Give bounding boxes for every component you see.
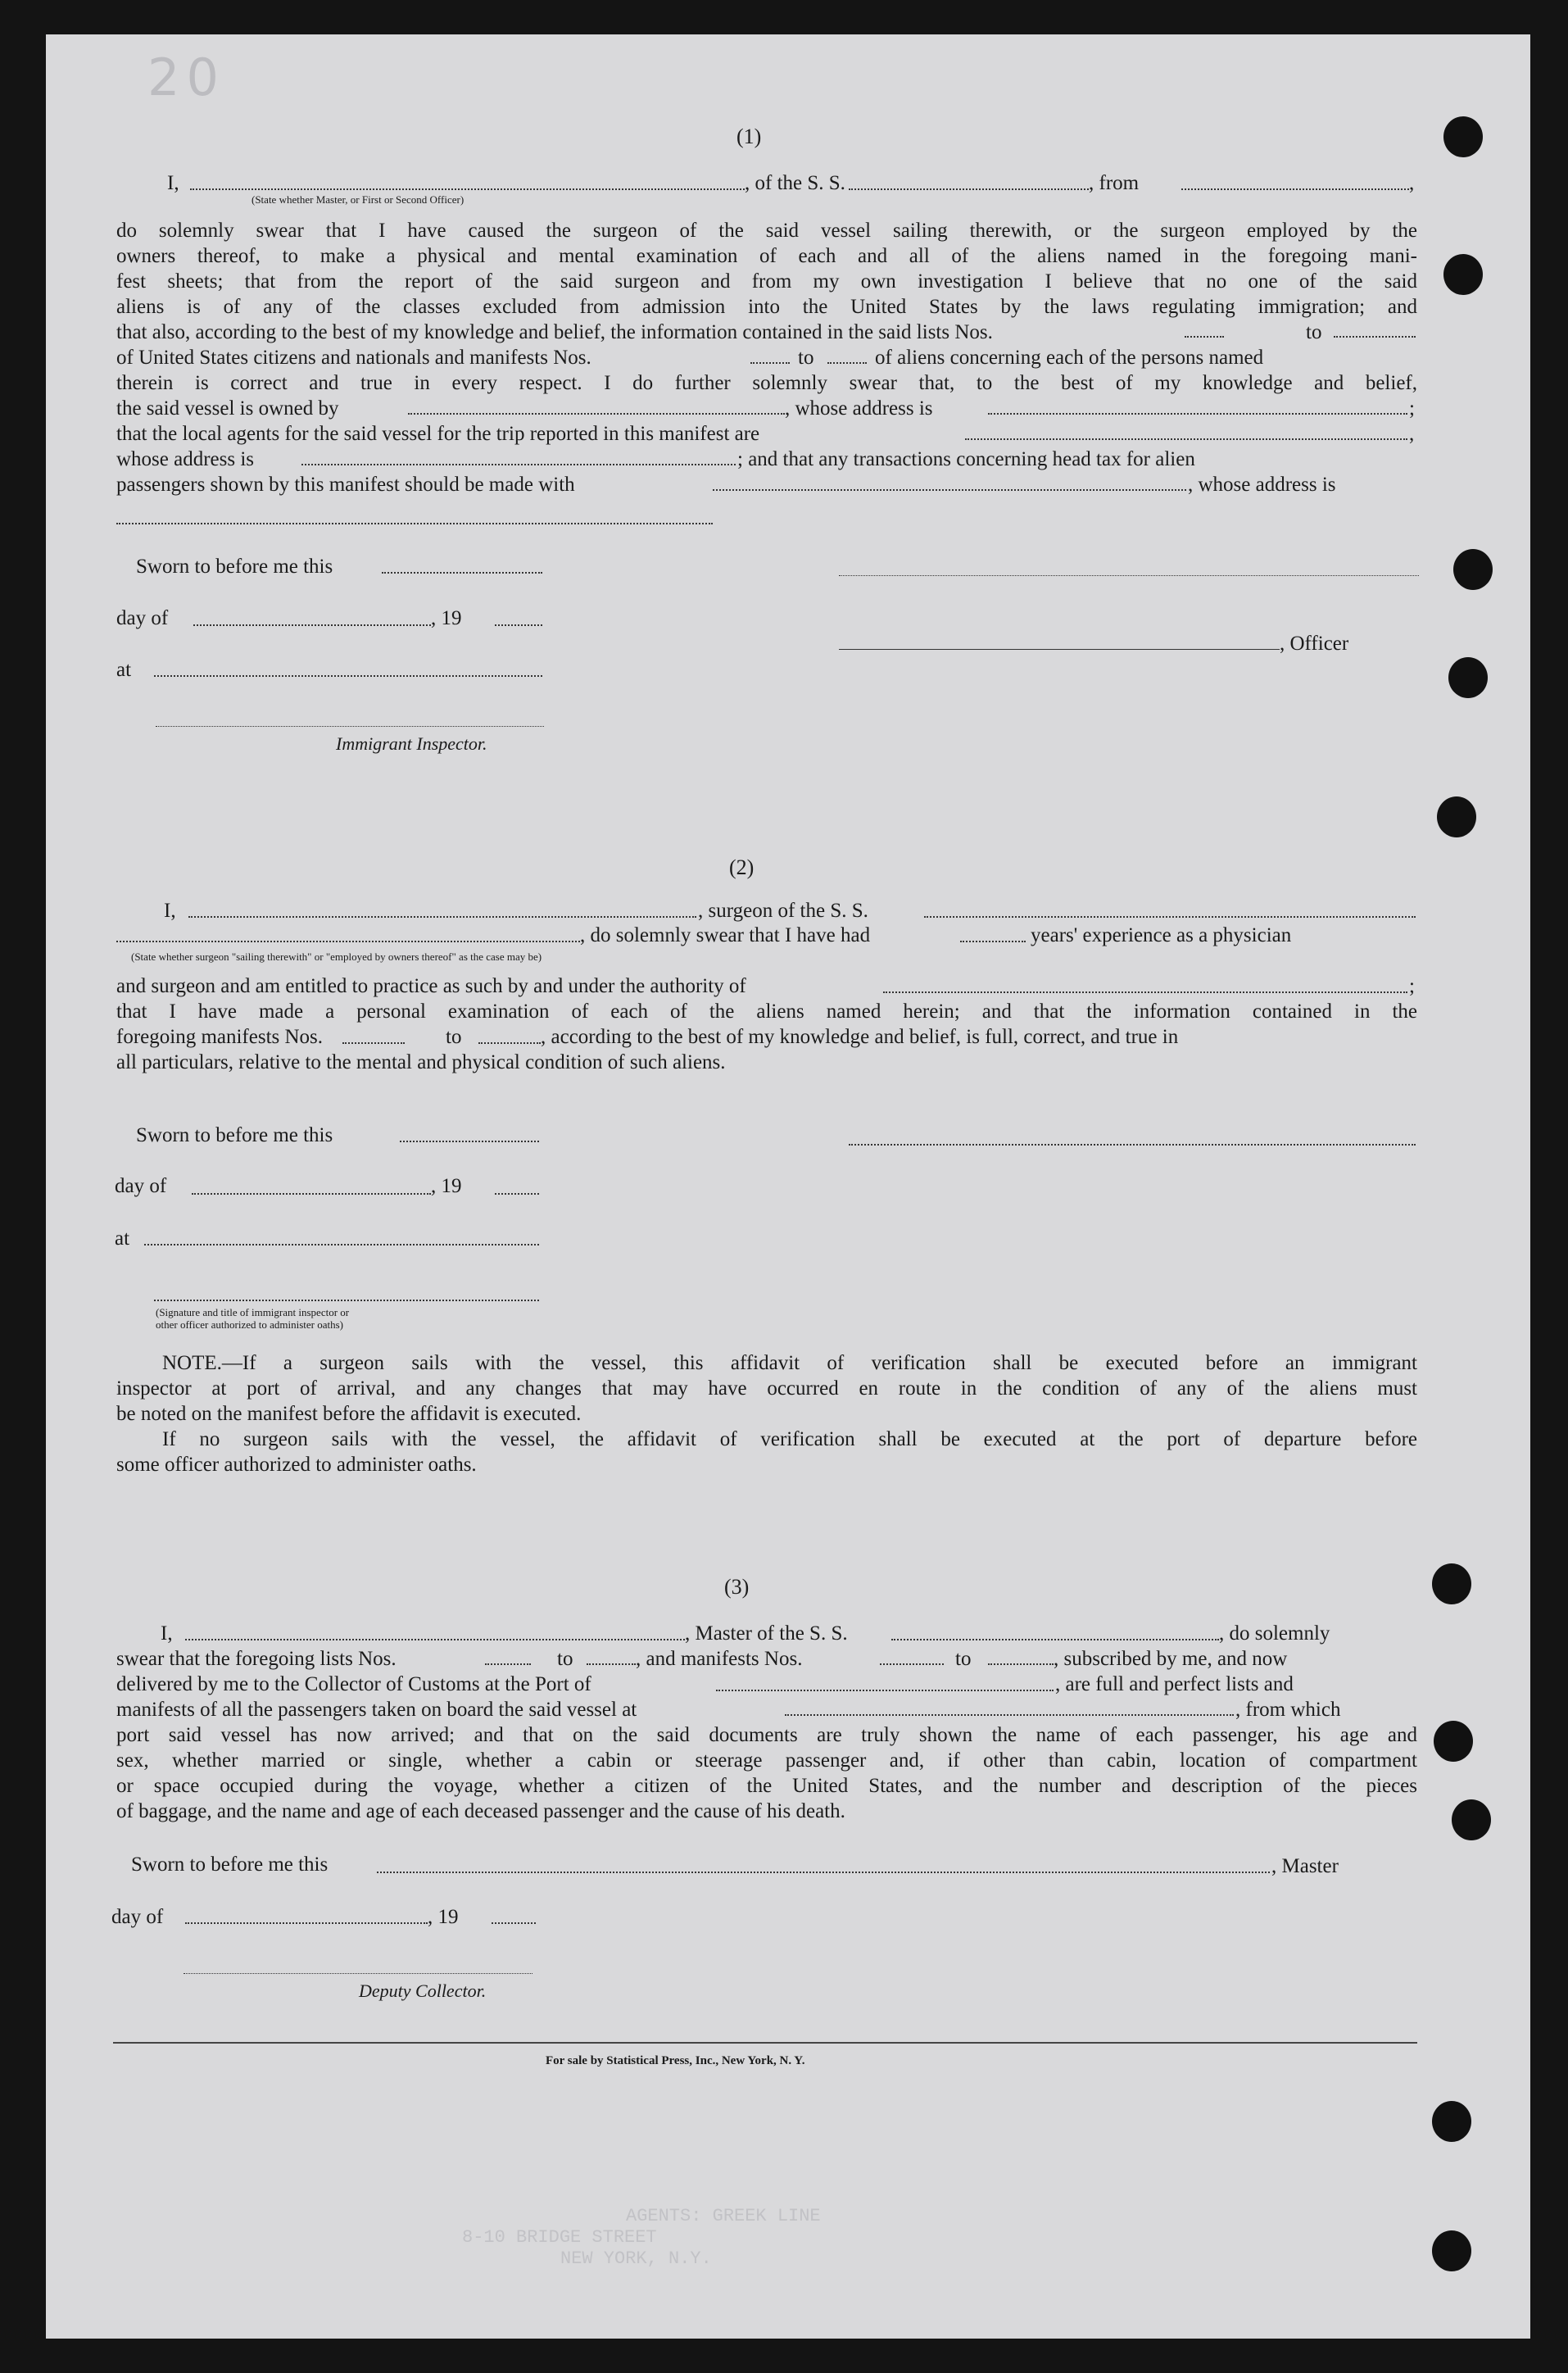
s2-i: I,	[164, 900, 176, 922]
agents-stamp-line: 8-10 BRIDGE STREET	[462, 2227, 657, 2248]
s2-sworn: Sworn to before me this	[136, 1124, 333, 1146]
s3-delivered-rest: , are full and perfect lists and	[1055, 1673, 1294, 1695]
punch-hole	[1443, 254, 1483, 295]
s3-body-line: sex, whether married or single, whether a cabin or steerage passenger and, if other than cabin, location of compartment	[116, 1749, 1417, 1772]
s3-manifests-text: , and manifests Nos.	[636, 1648, 803, 1670]
s2-note2-line: some officer authorized to administer oaths.	[116, 1454, 477, 1476]
punch-hole	[1437, 796, 1476, 837]
s2-surgeon-name-field[interactable]	[188, 916, 696, 918]
s1-lists-from-field[interactable]	[1185, 336, 1224, 338]
s3-nineteen: , 19	[428, 1906, 459, 1928]
s3-lists-to-field[interactable]	[587, 1663, 636, 1665]
s3-deputy-signature-line[interactable]	[184, 1973, 532, 1974]
s3-ship-field[interactable]	[891, 1639, 1219, 1640]
s1-lists-to: to	[1306, 321, 1322, 343]
s3-year-field[interactable]	[492, 1922, 536, 1924]
s3-manifests-from-field[interactable]	[880, 1663, 944, 1665]
s1-officer-note: (State whether Master, or First or Second Officer)	[252, 193, 465, 206]
s3-body-line: or space occupied during the voyage, whether a citizen of the United States, and the number and description of the pieces	[116, 1775, 1417, 1797]
s1-owned-address: , whose address is	[785, 397, 933, 420]
s1-agents-end: ,	[1409, 423, 1415, 445]
s2-ship-field[interactable]	[924, 916, 1416, 918]
s3-body-line: of baggage, and the name and age of each deceased passenger and the cause of his death.	[116, 1800, 845, 1822]
s3-port-field[interactable]	[716, 1690, 1054, 1691]
s2-year-field[interactable]	[495, 1193, 539, 1195]
s3-subscribed: , subscribed by me, and now	[1054, 1648, 1288, 1670]
punch-hole	[1448, 657, 1488, 698]
s1-month-field[interactable]	[193, 624, 431, 626]
s3-sworn: Sworn to before me this	[131, 1853, 329, 1876]
s2-body-line: all particulars, relative to the mental and physical condition of such aliens.	[116, 1051, 726, 1073]
s1-agents-field[interactable]	[965, 438, 1407, 440]
s3-line1-end: , do solemnly	[1219, 1622, 1330, 1645]
s2-note-line: be noted on the manifest before the affidavit is executed.	[116, 1403, 582, 1425]
s2-note-line: inspector at port of arrival, and any changes that may have occurred en route in the condition of any of the aliens must	[116, 1377, 1417, 1400]
page-number-mark: 20	[147, 48, 225, 107]
punch-hole	[1453, 549, 1493, 590]
agents-stamp-line: NEW YORK, N.Y.	[560, 2248, 712, 2269]
s3-master-name-field[interactable]	[185, 1639, 685, 1640]
s1-sworn-day-field[interactable]	[382, 572, 542, 574]
s2-sworn-day-field[interactable]	[400, 1141, 539, 1142]
s1-agents-address-field[interactable]	[301, 464, 736, 465]
section-3-number: (3)	[724, 1575, 750, 1599]
printer-imprint: For sale by Statistical Press, Inc., New York, N. Y.	[546, 2054, 805, 2067]
s1-whose-rest: ; and that any transactions concerning head tax for alien	[737, 448, 1195, 470]
s1-from: , from	[1089, 172, 1140, 194]
s2-manifests-to-field[interactable]	[478, 1042, 541, 1044]
s2-inspector-signature-line[interactable]	[154, 1300, 539, 1301]
s2-manifests-rest: , according to the best of my knowledge and belief, is full, correct, and true in	[541, 1026, 1179, 1048]
section-1-number: (1)	[736, 125, 762, 148]
s1-manifests-to-field[interactable]	[827, 362, 867, 364]
s2-years-text: years' experience as a physician	[1031, 924, 1292, 946]
s1-year-field[interactable]	[495, 624, 542, 626]
s1-sworn: Sworn to before me this	[136, 556, 333, 578]
s3-day-of: day of	[111, 1906, 164, 1928]
s1-manifests-from-field[interactable]	[750, 362, 790, 364]
s1-passengers-rest: , whose address is	[1188, 474, 1336, 496]
s1-body-line: aliens is of any of the classes excluded from admission into the United States by the laws regulating immigration; and	[116, 296, 1417, 318]
s3-manifests-to-field[interactable]	[988, 1663, 1054, 1665]
s2-signature-note-1: (Signature and title of immigrant inspector or	[156, 1306, 350, 1318]
s1-body-line: therein is correct and true in every respect. I do further solemnly swear that, to the best of my knowledge and belief,	[116, 372, 1417, 394]
s2-swear: , do solemnly swear that I have had	[580, 924, 871, 946]
s1-ship-name-field[interactable]	[849, 188, 1089, 190]
s3-lists-to: to	[557, 1648, 573, 1670]
s3-lists-text: swear that the foregoing lists Nos.	[116, 1648, 397, 1670]
s2-nineteen: , 19	[431, 1175, 462, 1197]
s1-comma: ,	[1409, 172, 1415, 194]
s3-master-signature-line[interactable]	[377, 1872, 1270, 1873]
s1-inspector-signature-line[interactable]	[156, 726, 544, 727]
s3-lists-from-field[interactable]	[485, 1663, 531, 1665]
s1-officer-name-field[interactable]	[190, 188, 745, 190]
s1-body-line: owners thereof, to make a physical and mental examination of each and all of the aliens named in the foregoing mani-	[116, 245, 1417, 267]
footer-rule	[113, 2042, 1417, 2044]
s2-body-line: that I have made a personal examination of each of the aliens named herein; and that the information contained in the	[116, 1000, 1417, 1023]
s1-lists-to-field[interactable]	[1334, 336, 1416, 338]
s3-master-of: , Master of the S. S.	[685, 1622, 848, 1645]
agents-stamp-line: AGENTS: GREEK LINE	[626, 2206, 821, 2226]
s1-body-line: fest sheets; that from the report of the said surgeon and from my own investigation I believe that no one of the said	[116, 270, 1417, 293]
s1-day-of: day of	[116, 607, 169, 629]
s1-lists-text: that also, according to the best of my knowledge and belief, the information contained in the said lists Nos.	[116, 321, 993, 343]
s2-signature-note-2: other officer authorized to administer oaths)	[156, 1318, 343, 1331]
punch-hole	[1432, 2101, 1471, 2142]
s1-nineteen: , 19	[431, 607, 462, 629]
s2-manifests-text: foregoing manifests Nos.	[116, 1026, 324, 1048]
manifest-verification-page	[46, 34, 1530, 2339]
s1-citizens-rest: of aliens concerning each of the persons named	[875, 347, 1264, 369]
s1-owned-end: ;	[1409, 397, 1415, 420]
s1-citizens-text: of United States citizens and nationals and manifests Nos.	[116, 347, 591, 369]
s3-i: I,	[161, 1622, 173, 1645]
s1-signature-line[interactable]	[839, 575, 1419, 576]
s1-from-port-field[interactable]	[1181, 188, 1409, 190]
section-2-number: (2)	[729, 855, 755, 879]
s2-years-field[interactable]	[960, 941, 1026, 942]
s1-citizens-to: to	[798, 347, 814, 369]
s3-from-which: , from which	[1235, 1699, 1341, 1721]
s1-at-field[interactable]	[154, 675, 542, 677]
s2-manifests-to: to	[446, 1026, 462, 1048]
punch-hole	[1432, 1563, 1471, 1604]
s2-manifests-from-field[interactable]	[342, 1042, 405, 1044]
s2-note2-line: If no surgeon sails with the vessel, the affidavit of verification shall be executed at the port of departure before	[162, 1428, 1417, 1450]
s1-at: at	[116, 659, 132, 681]
s1-i: I,	[167, 172, 179, 194]
s1-owned-text: the said vessel is owned by	[116, 397, 339, 420]
s2-day-of: day of	[115, 1175, 167, 1197]
s3-body-line: port said vessel has now arrived; and that on the said documents are truly shown the name of each passenger, his age and	[116, 1724, 1417, 1746]
punch-hole	[1452, 1799, 1491, 1840]
s3-manifests-to: to	[955, 1648, 972, 1670]
s1-officer-signature-line[interactable]	[839, 649, 1280, 650]
s3-deputy-label: Deputy Collector.	[359, 1981, 487, 2001]
s3-taken-text: manifests of all the passengers taken on board the said vessel at	[116, 1699, 637, 1721]
s2-authority-text: and surgeon and am entitled to practice as such by and under the authority of	[116, 975, 746, 997]
s1-headtax-address-field[interactable]	[116, 523, 713, 524]
s2-signature-line[interactable]	[849, 1144, 1416, 1146]
s2-authority-field[interactable]	[883, 991, 1407, 993]
s1-owner-field[interactable]	[408, 413, 785, 415]
s2-surgeon-of: , surgeon of the S. S.	[698, 900, 868, 922]
s1-whose-text: whose address is	[116, 448, 255, 470]
s2-authority-end: ;	[1409, 975, 1415, 997]
s2-month-field[interactable]	[192, 1193, 431, 1195]
punch-hole	[1443, 116, 1483, 157]
s2-at-field[interactable]	[144, 1244, 539, 1245]
s2-surgeon-note: (State whether surgeon "sailing therewith" or "employed by owners thereof" as the case may be)	[131, 951, 542, 963]
s1-owner-address-field[interactable]	[988, 413, 1407, 415]
s2-note-line: NOTE.—If a surgeon sails with the vessel, this affidavit of verification shall be executed before an immigrant	[162, 1352, 1417, 1374]
s1-body-line: do solemnly swear that I have caused the surgeon of the said vessel sailing therewith, or the surgeon employed by the	[116, 220, 1417, 242]
s3-delivered-text: delivered by me to the Collector of Customs at the Port of	[116, 1673, 591, 1695]
punch-hole	[1434, 1721, 1473, 1762]
s1-of-ship: , of the S. S.	[745, 172, 845, 194]
s1-headtax-agent-field[interactable]	[713, 489, 1186, 491]
punch-hole	[1432, 2230, 1471, 2271]
s1-agents-text: that the local agents for the said vessel for the trip reported in this manifest are	[116, 423, 760, 445]
s1-inspector-label: Immigrant Inspector.	[336, 733, 487, 754]
agents-stamp	[462, 2206, 821, 2270]
s3-master-label: , Master	[1271, 1855, 1339, 1877]
s2-at: at	[115, 1227, 130, 1250]
s3-month-field[interactable]	[185, 1922, 428, 1924]
s2-surgeon-type-field[interactable]	[116, 941, 580, 942]
s3-port-taken-field[interactable]	[785, 1714, 1234, 1716]
s1-officer-label: , Officer	[1280, 633, 1349, 655]
s1-passengers-text: passengers shown by this manifest should be made with	[116, 474, 575, 496]
